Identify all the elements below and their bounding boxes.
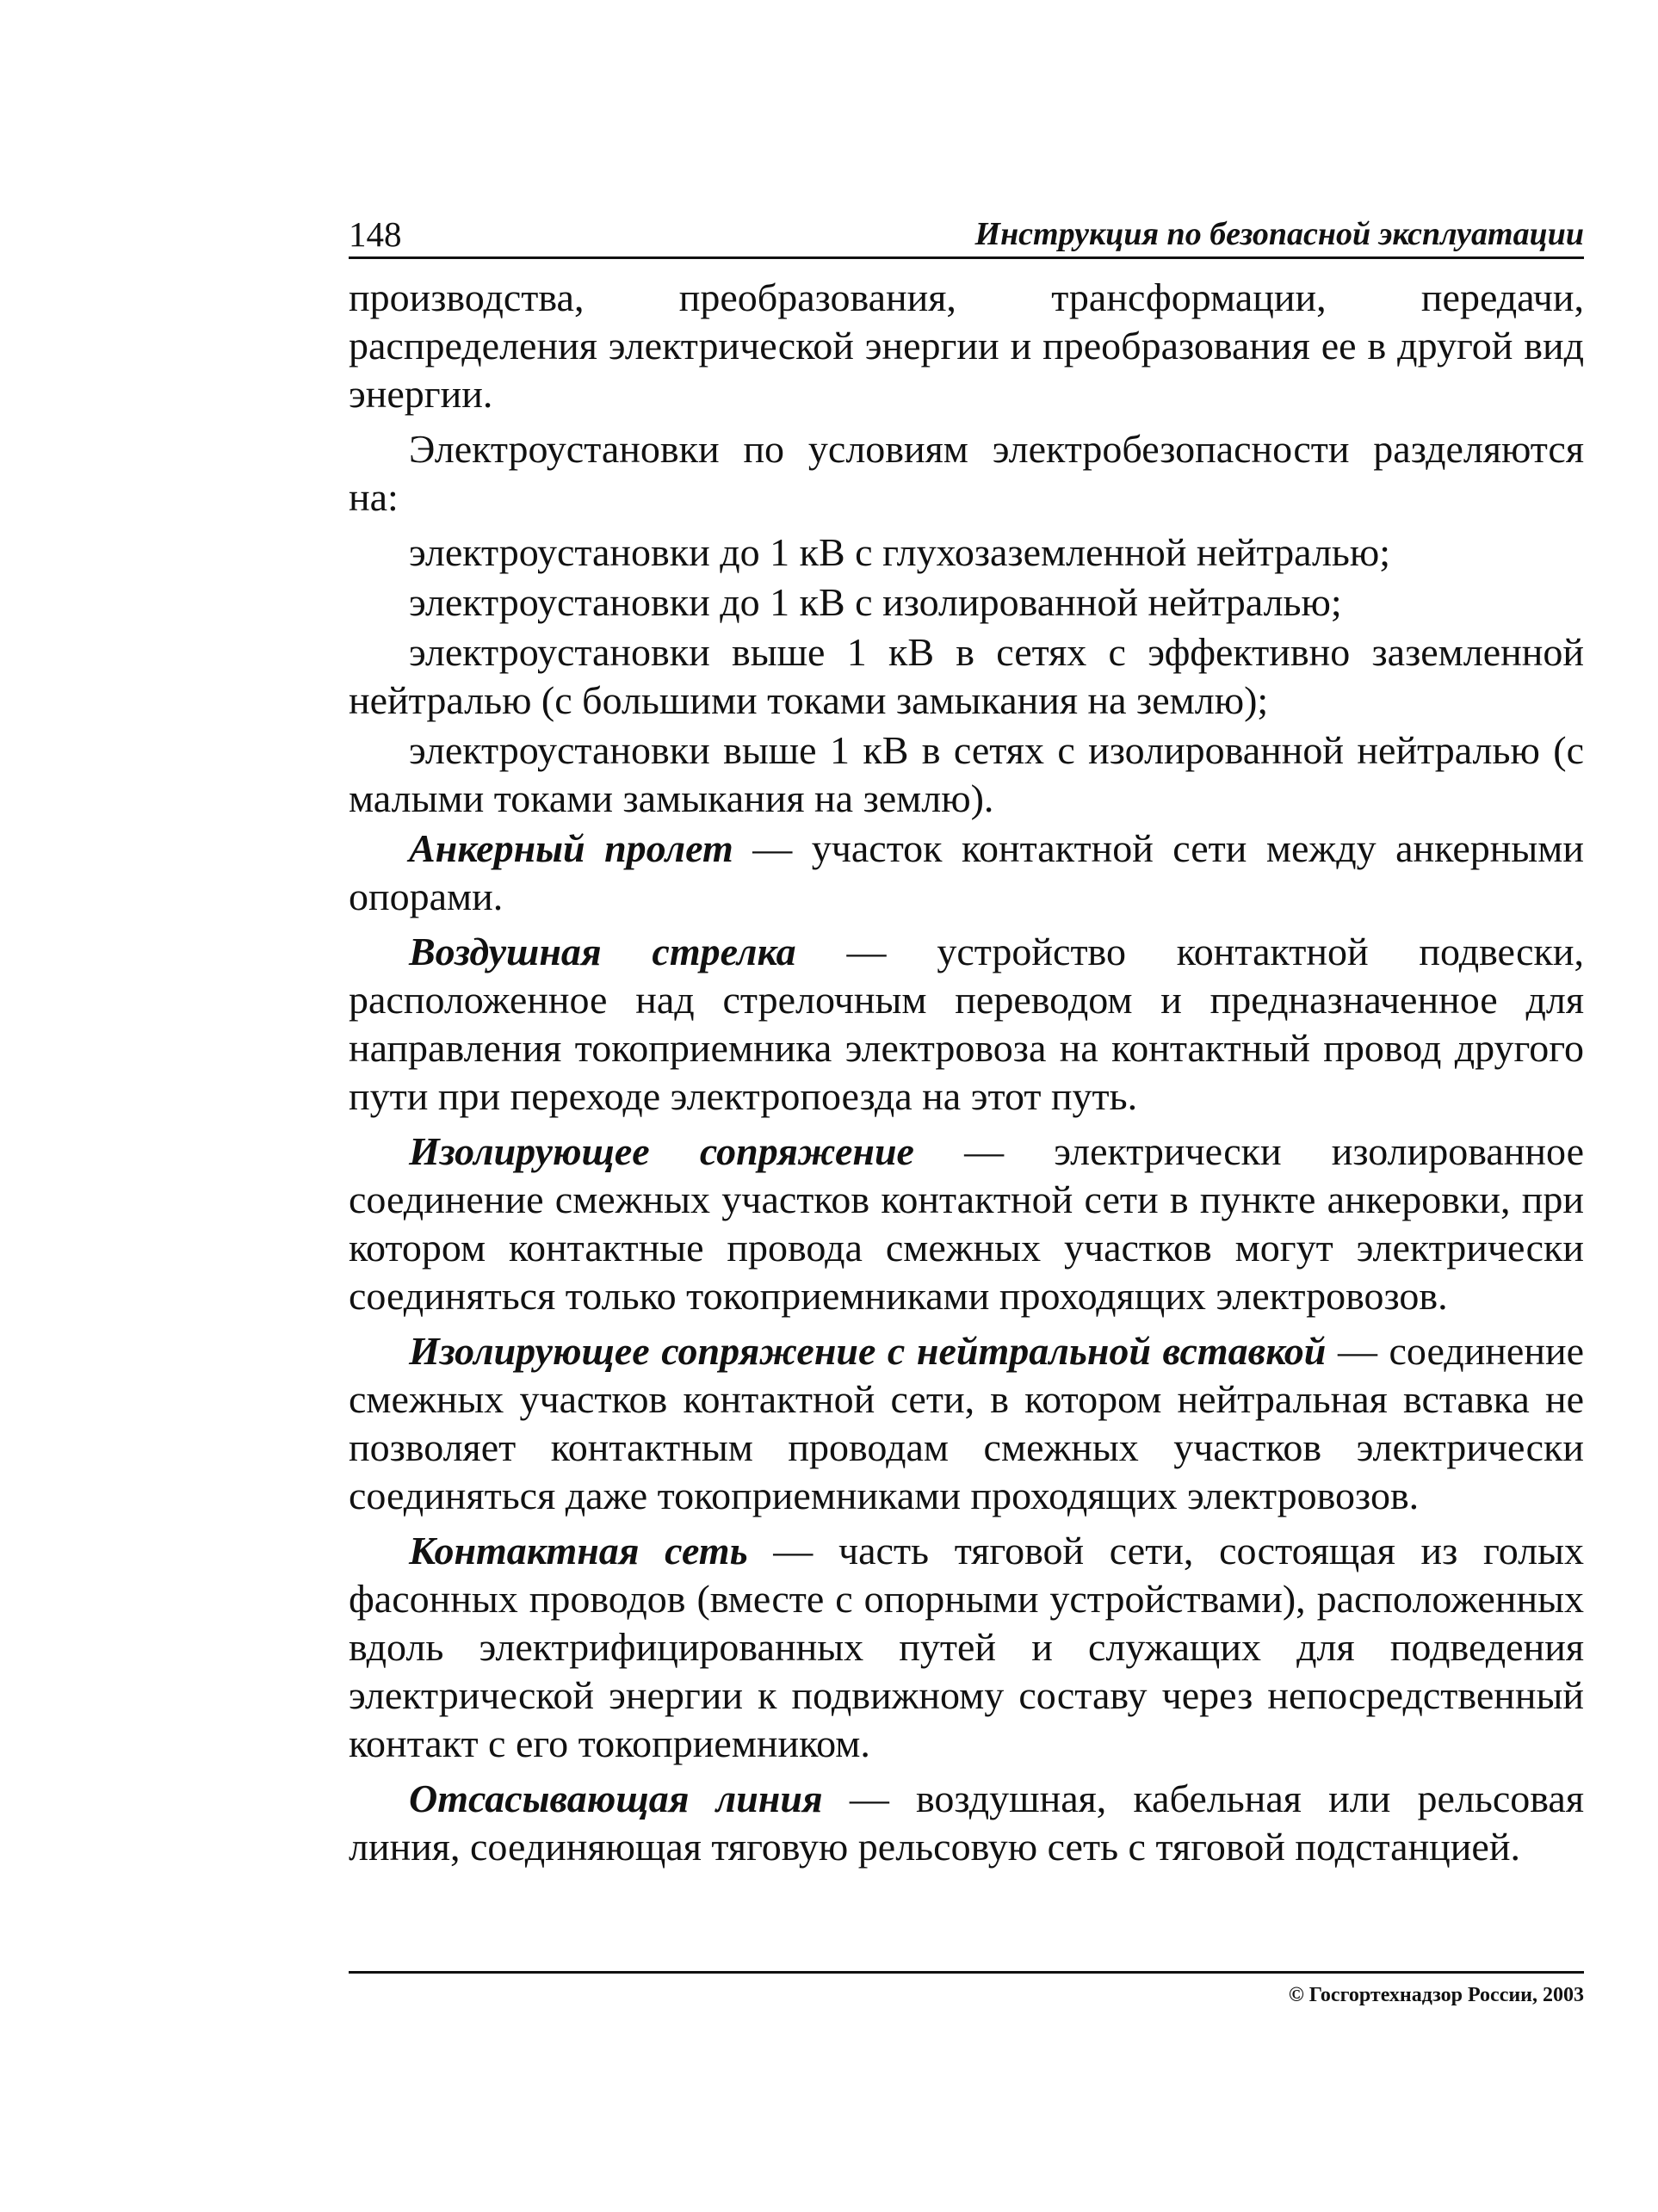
definition-term: Контактная сеть xyxy=(409,1529,748,1572)
body-text xyxy=(349,274,1584,1878)
footer-rule xyxy=(349,1971,1584,1974)
definition-term: Изолирующее сопряжение xyxy=(409,1129,914,1173)
definition-text: — устройство контактной подвески, расположенное над стрелочным переводом и предназначенное для направления токоприемника электровоза на контактный провод другого пути при переходе электропоезда на этот путь. xyxy=(349,930,1584,1118)
list-item: электроустановки выше 1 кВ в сетях с эффективно заземленной нейтралью (с большими токами замыкания на землю); xyxy=(349,630,1584,722)
definition-paragraph xyxy=(349,1128,1584,1320)
definition-paragraph xyxy=(349,1775,1584,1871)
definition-paragraph xyxy=(349,1527,1584,1768)
definition-paragraph xyxy=(349,825,1584,921)
definition-term: Анкерный пролет xyxy=(409,826,733,870)
definition-text: — воздушная, кабельная или рельсовая линия, соединяющая тяговую рельсовую сеть с тяговой подстанцией. xyxy=(349,1776,1584,1869)
definition-paragraph xyxy=(349,928,1584,1121)
copyright-notice: © Госгортехнадзор России, 2003 xyxy=(1288,1984,1584,2006)
definition-text: — соединение смежных участков контактной сети, в котором нейтральная вставка не позволяет контактным проводам смежных участков электрически соединяться даже токоприемниками проходящих электровозов. xyxy=(349,1329,1584,1517)
definition-term: Изолирующее сопряжение с нейтральной вставкой xyxy=(409,1329,1327,1373)
paragraph-classification-intro: Электроустановки по условиям электробезопасности разделяются на: xyxy=(349,427,1584,519)
definition-text: — участок контактной сети между анкерными опорами. xyxy=(349,826,1584,918)
list-item: электроустановки выше 1 кВ в сетях с изолированной нейтралью (с малыми токами замыкания на землю). xyxy=(349,728,1584,820)
page-header xyxy=(349,212,1584,259)
definition-text: — часть тяговой сети, состоящая из голых фасонных проводов (вместе с опорными устройствами), расположенных вдоль электрифицированных путей и служащих для подведения электрической энергии к подвижному составу через непосредственный контакт с его токоприемником. xyxy=(349,1529,1584,1765)
list-item: электроустановки до 1 кВ с изолированной нейтралью; xyxy=(409,580,1342,624)
definition-paragraph xyxy=(349,1327,1584,1520)
paragraph-continuation: производства, преобразования, трансформации, передачи, распределения электрической энергии и преобразования ее в другой вид энергии. xyxy=(349,275,1584,416)
definition-term: Воздушная стрелка xyxy=(409,930,796,973)
list-item: электроустановки до 1 кВ с глухозаземленной нейтралью; xyxy=(409,530,1391,574)
running-title: Инструкция по безопасной эксплуатации xyxy=(974,216,1584,252)
definition-text: — электрически изолированное соединение смежных участков контактной сети в пункте анкеровки, при котором контактные провода смежных участков могут электрически соединяться только токоприемниками проходящих электровозов. xyxy=(349,1129,1584,1318)
definition-term: Отсасывающая линия xyxy=(409,1776,823,1820)
page-number: 148 xyxy=(349,214,402,254)
